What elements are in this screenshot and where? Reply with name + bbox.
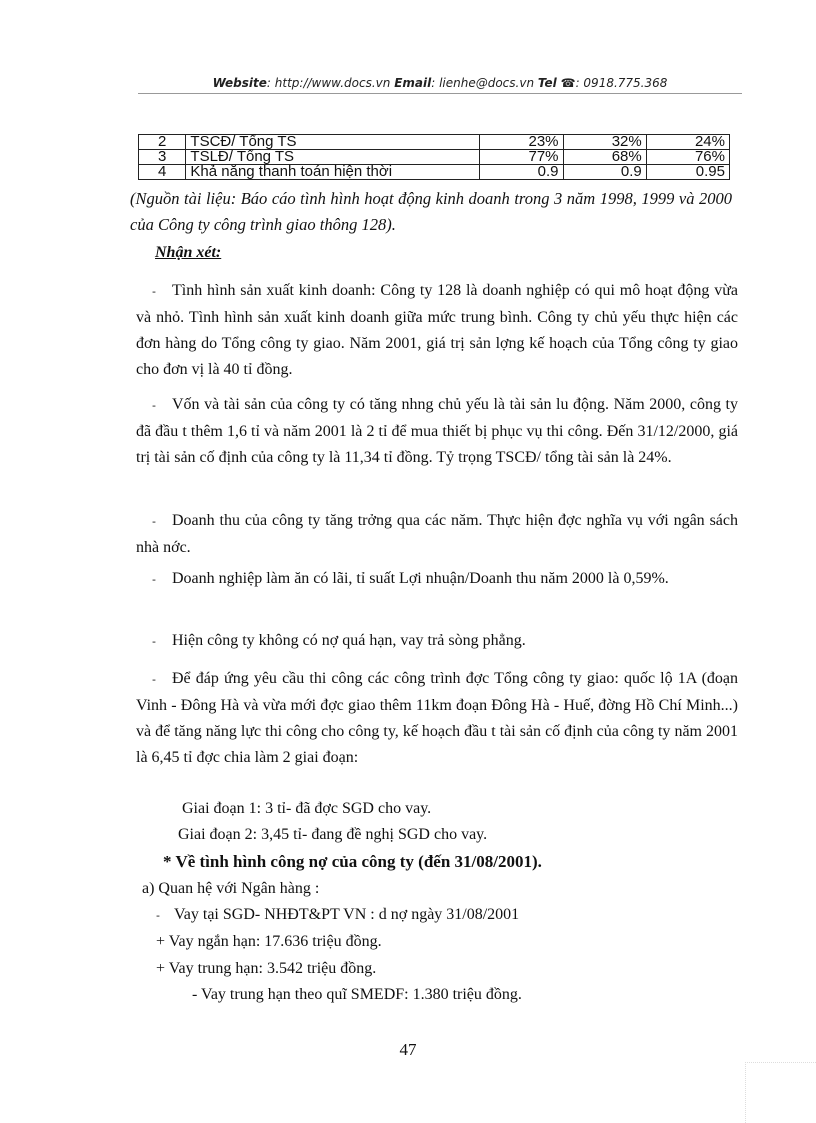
page-number: 47 bbox=[399, 1040, 417, 1059]
paragraph-text: Doanh thu của công ty tăng trởng qua các năm. Thực hiện đợc nghĩa vụ với ngân sách nhà nớc. bbox=[136, 512, 738, 556]
short-term-loan: + Vay ngắn hạn: 17.636 triệu đồng. bbox=[156, 933, 382, 950]
value-cell: 68% bbox=[563, 150, 646, 165]
tel-label: Tel bbox=[537, 76, 557, 90]
paragraph-text: Tình hình sản xuất kinh doanh: Công ty 128 là doanh nghiệp có qui mô hoạt động vừa và nhỏ. Tình hình sản xuất kinh doanh giữa mức trung bình. Công ty chủ yếu thực hiện các đơn hàng do Tổng công ty giao. Năm 2001, giá trị sản lợng kế hoạch của Tổng công ty giao cho đơn vị là 40 tỉ đồng. bbox=[136, 282, 738, 378]
value-cell: 32% bbox=[563, 135, 646, 150]
debt-section-heading: * Về tình hình công nợ của công ty (đến 31/08/2001). bbox=[163, 852, 542, 871]
paragraph-text: Để đáp ứng yêu cầu thi công các công trình đợc Tổng công ty giao: quốc lộ 1A (đoạn Vinh - Đông Hà và vừa mới đợc giao thêm 11km đoạn Đông Hà - Huế, đờng Hồ Chí Minh...) và để tăng năng lực thi công cho công ty, kế hoạch đầu t tài sản cố định của công ty năm 2001 là 6,45 tỉ đợc chia làm 2 giai đoạn: bbox=[136, 670, 738, 766]
row-number: 4 bbox=[139, 165, 186, 180]
source-note: (Nguồn tài liệu: Báo cáo tình hình hoạt động kinh doanh trong 3 năm 1998, 1999 và 2000 của Công ty công trình giao thông 128). bbox=[130, 189, 732, 234]
page-corner-decoration bbox=[745, 1062, 816, 1123]
value-cell: 23% bbox=[480, 135, 563, 150]
paragraph-text: Hiện công ty không có nợ quá hạn, vay trả sòng phẳng. bbox=[172, 632, 526, 649]
bullet-dash: - bbox=[152, 635, 156, 648]
bullet-dash: - bbox=[156, 909, 160, 922]
financial-ratio-table bbox=[138, 134, 730, 180]
paragraph-business-status bbox=[136, 278, 738, 383]
paragraph-debt-status bbox=[136, 628, 738, 655]
ratio-name: TSCĐ/ Tổng TS bbox=[186, 135, 480, 150]
phase-1-line: Giai đoạn 1: 3 tỉ- đã đợc SGD cho vay. bbox=[182, 800, 432, 817]
email-label: Email bbox=[394, 76, 432, 90]
loan-line bbox=[156, 906, 519, 924]
ratio-name: TSLĐ/ Tổng TS bbox=[186, 150, 480, 165]
paragraph-investment-plan bbox=[136, 666, 738, 771]
bullet-dash: - bbox=[152, 573, 156, 586]
smedf-loan: - Vay trung hạn theo quĩ SMEDF: 1.380 triệu đồng. bbox=[192, 986, 522, 1003]
phone-icon: ☎ bbox=[560, 76, 576, 90]
website-label: Website bbox=[212, 76, 267, 90]
bullet-dash: - bbox=[152, 673, 156, 686]
bullet-dash: - bbox=[152, 515, 156, 528]
tel-value: : 0918.775.368 bbox=[575, 76, 668, 90]
medium-term-loan: + Vay trung hạn: 3.542 triệu đồng. bbox=[156, 960, 377, 977]
value-cell: 0.9 bbox=[563, 165, 646, 180]
phase-2-line: Giai đoạn 2: 3,45 tỉ- đang đề nghị SGD cho vay. bbox=[178, 826, 488, 843]
table-row bbox=[139, 165, 730, 180]
bullet-dash: - bbox=[152, 285, 156, 298]
bank-relationship-heading: a) Quan hệ với Ngân hàng : bbox=[142, 880, 320, 897]
value-cell: 76% bbox=[646, 150, 729, 165]
bullet-dash: - bbox=[152, 399, 156, 412]
paragraph-revenue bbox=[136, 508, 738, 561]
remark-heading: Nhận xét: bbox=[155, 244, 222, 261]
loan-text: Vay tại SGD- NHĐT&PT VN : d nợ ngày 31/08/2001 bbox=[173, 906, 520, 923]
ratio-name: Khả năng thanh toán hiện thời bbox=[186, 165, 480, 180]
value-cell: 77% bbox=[480, 150, 563, 165]
value-cell: 0.95 bbox=[646, 165, 729, 180]
paragraph-profit bbox=[136, 566, 738, 593]
paragraph-capital-assets bbox=[136, 392, 738, 471]
row-number: 2 bbox=[139, 135, 186, 150]
row-number: 3 bbox=[139, 150, 186, 165]
paragraph-text: Vốn và tài sản của công ty có tăng nhng chủ yếu là tài sản lu động. Năm 2000, công ty đã đầu t thêm 1,6 tỉ và năm 2001 là 2 tỉ để mua thiết bị phục vụ thi công. Đến 31/12/2000, giá trị tài sản cố định của công ty là 11,34 tỉ đồng. Tỷ trọng TSCĐ/ tổng tài sản là 24%. bbox=[136, 396, 738, 466]
paragraph-text: Doanh nghiệp làm ăn có lãi, tỉ suất Lợi nhuận/Doanh thu năm 2000 là 0,59%. bbox=[172, 570, 669, 587]
email-value: : lienhe@docs.vn bbox=[431, 76, 535, 90]
page-header bbox=[138, 76, 742, 94]
value-cell: 0.9 bbox=[480, 165, 563, 180]
value-cell: 24% bbox=[646, 135, 729, 150]
website-url: : http://www.docs.vn bbox=[266, 76, 391, 90]
